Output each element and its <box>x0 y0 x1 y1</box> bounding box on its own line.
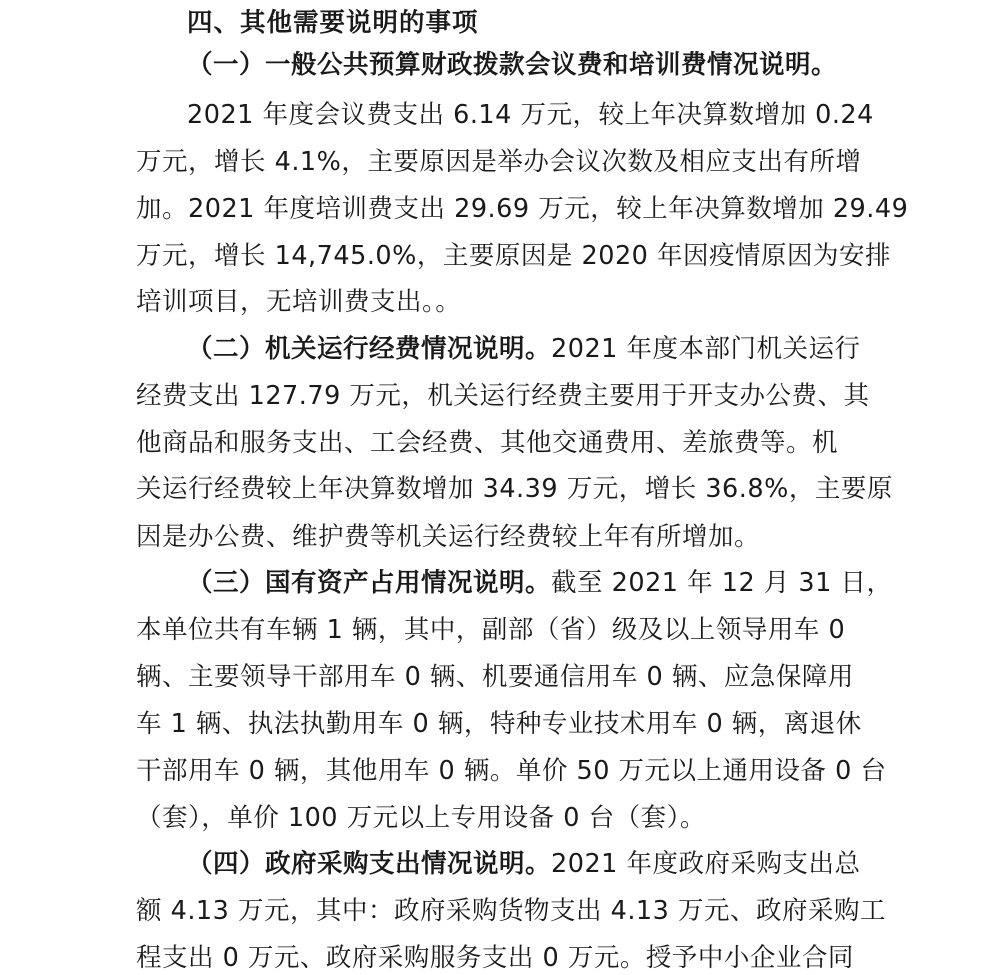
subsection-heading: （三）国有资产占用情况说明。 <box>187 568 552 598</box>
line-text: 2021 年度会议费支出 6.14 万元，较上年决算数增加 0.24 <box>187 100 874 130</box>
paragraph-line <box>136 466 893 512</box>
line-text: 额 4.13 万元，其中：政府采购货物支出 4.13 万元、政府采购工 <box>136 896 886 926</box>
paragraph-line <box>136 186 908 232</box>
line-text: 干部用车 0 辆，其他用车 0 辆。单价 50 万元以上通用设备 0 台 <box>136 756 887 786</box>
line-text: 2021 年度本部门机关运行 <box>551 334 861 364</box>
line-text: 辆、主要领导干部用车 0 辆、机要通信用车 0 辆、应急保障用 <box>136 662 854 692</box>
paragraph-line <box>136 654 854 700</box>
line-text: （套），单价 100 万元以上专用设备 0 台（套）。 <box>136 803 706 833</box>
subsection-heading: （四）政府采购支出情况说明。 <box>187 849 552 879</box>
line-text: 万元，增长 4.1%，主要原因是举办会议次数及相应支出有所增 <box>136 147 862 177</box>
paragraph-line <box>187 42 837 88</box>
subsection-heading: （二）机关运行经费情况说明。 <box>187 334 552 364</box>
paragraph-line <box>136 420 838 466</box>
paragraph-line <box>136 279 461 325</box>
line-text: 培训项目，无培训费支出。。 <box>136 287 462 317</box>
paragraph-line <box>187 841 861 887</box>
paragraph-line <box>136 795 706 841</box>
paragraph-line <box>187 560 892 606</box>
section-heading: 四、其他需要说明的事项 <box>187 8 479 38</box>
paragraph-line <box>136 373 869 419</box>
line-text: 经费支出 127.79 万元，机关运行经费主要用于开支办公费、其 <box>136 381 870 411</box>
line-text: 车 1 辆、执法执勤用车 0 辆，特种专业技术用车 0 辆，离退休 <box>136 709 862 739</box>
paragraph-line <box>187 326 861 372</box>
line-text: 加。2021 年度培训费支出 29.69 万元，较上年决算数增加 29.49 <box>136 194 909 224</box>
line-text: 他商品和服务支出、工会经费、其他交通费用、差旅费等。机 <box>136 428 839 458</box>
paragraph-line <box>187 92 874 138</box>
line-text: 关运行经费较上年决算数增加 34.39 万元，增长 36.8%，主要原 <box>136 474 893 504</box>
line-text: 截至 2021 年 12 月 31 日， <box>551 568 893 598</box>
paragraph-line <box>136 888 886 934</box>
paragraph-line <box>136 748 886 794</box>
line-text: 因是办公费、维护费等机关运行经费较上年有所增加。 <box>136 522 761 552</box>
paragraph-line <box>136 514 760 560</box>
paragraph-line <box>136 701 862 747</box>
line-text: 万元，增长 14,745.0%，主要原因是 2020 年因疫情原因为安排 <box>136 241 891 271</box>
paragraph-line <box>136 139 861 185</box>
paragraph-line <box>136 935 854 975</box>
subsection-heading: （一）一般公共预算财政拨款会议费和培训费情况说明。 <box>187 50 838 80</box>
line-text: 程支出 0 万元、政府采购服务支出 0 万元。授予中小企业合同 <box>136 943 854 973</box>
paragraph-line <box>136 233 891 279</box>
line-text: 本单位共有车辆 1 辆，其中，副部（省）级及以上领导用车 0 <box>136 615 846 645</box>
line-text: 2021 年度政府采购支出总 <box>551 849 861 879</box>
paragraph-line <box>136 607 845 653</box>
